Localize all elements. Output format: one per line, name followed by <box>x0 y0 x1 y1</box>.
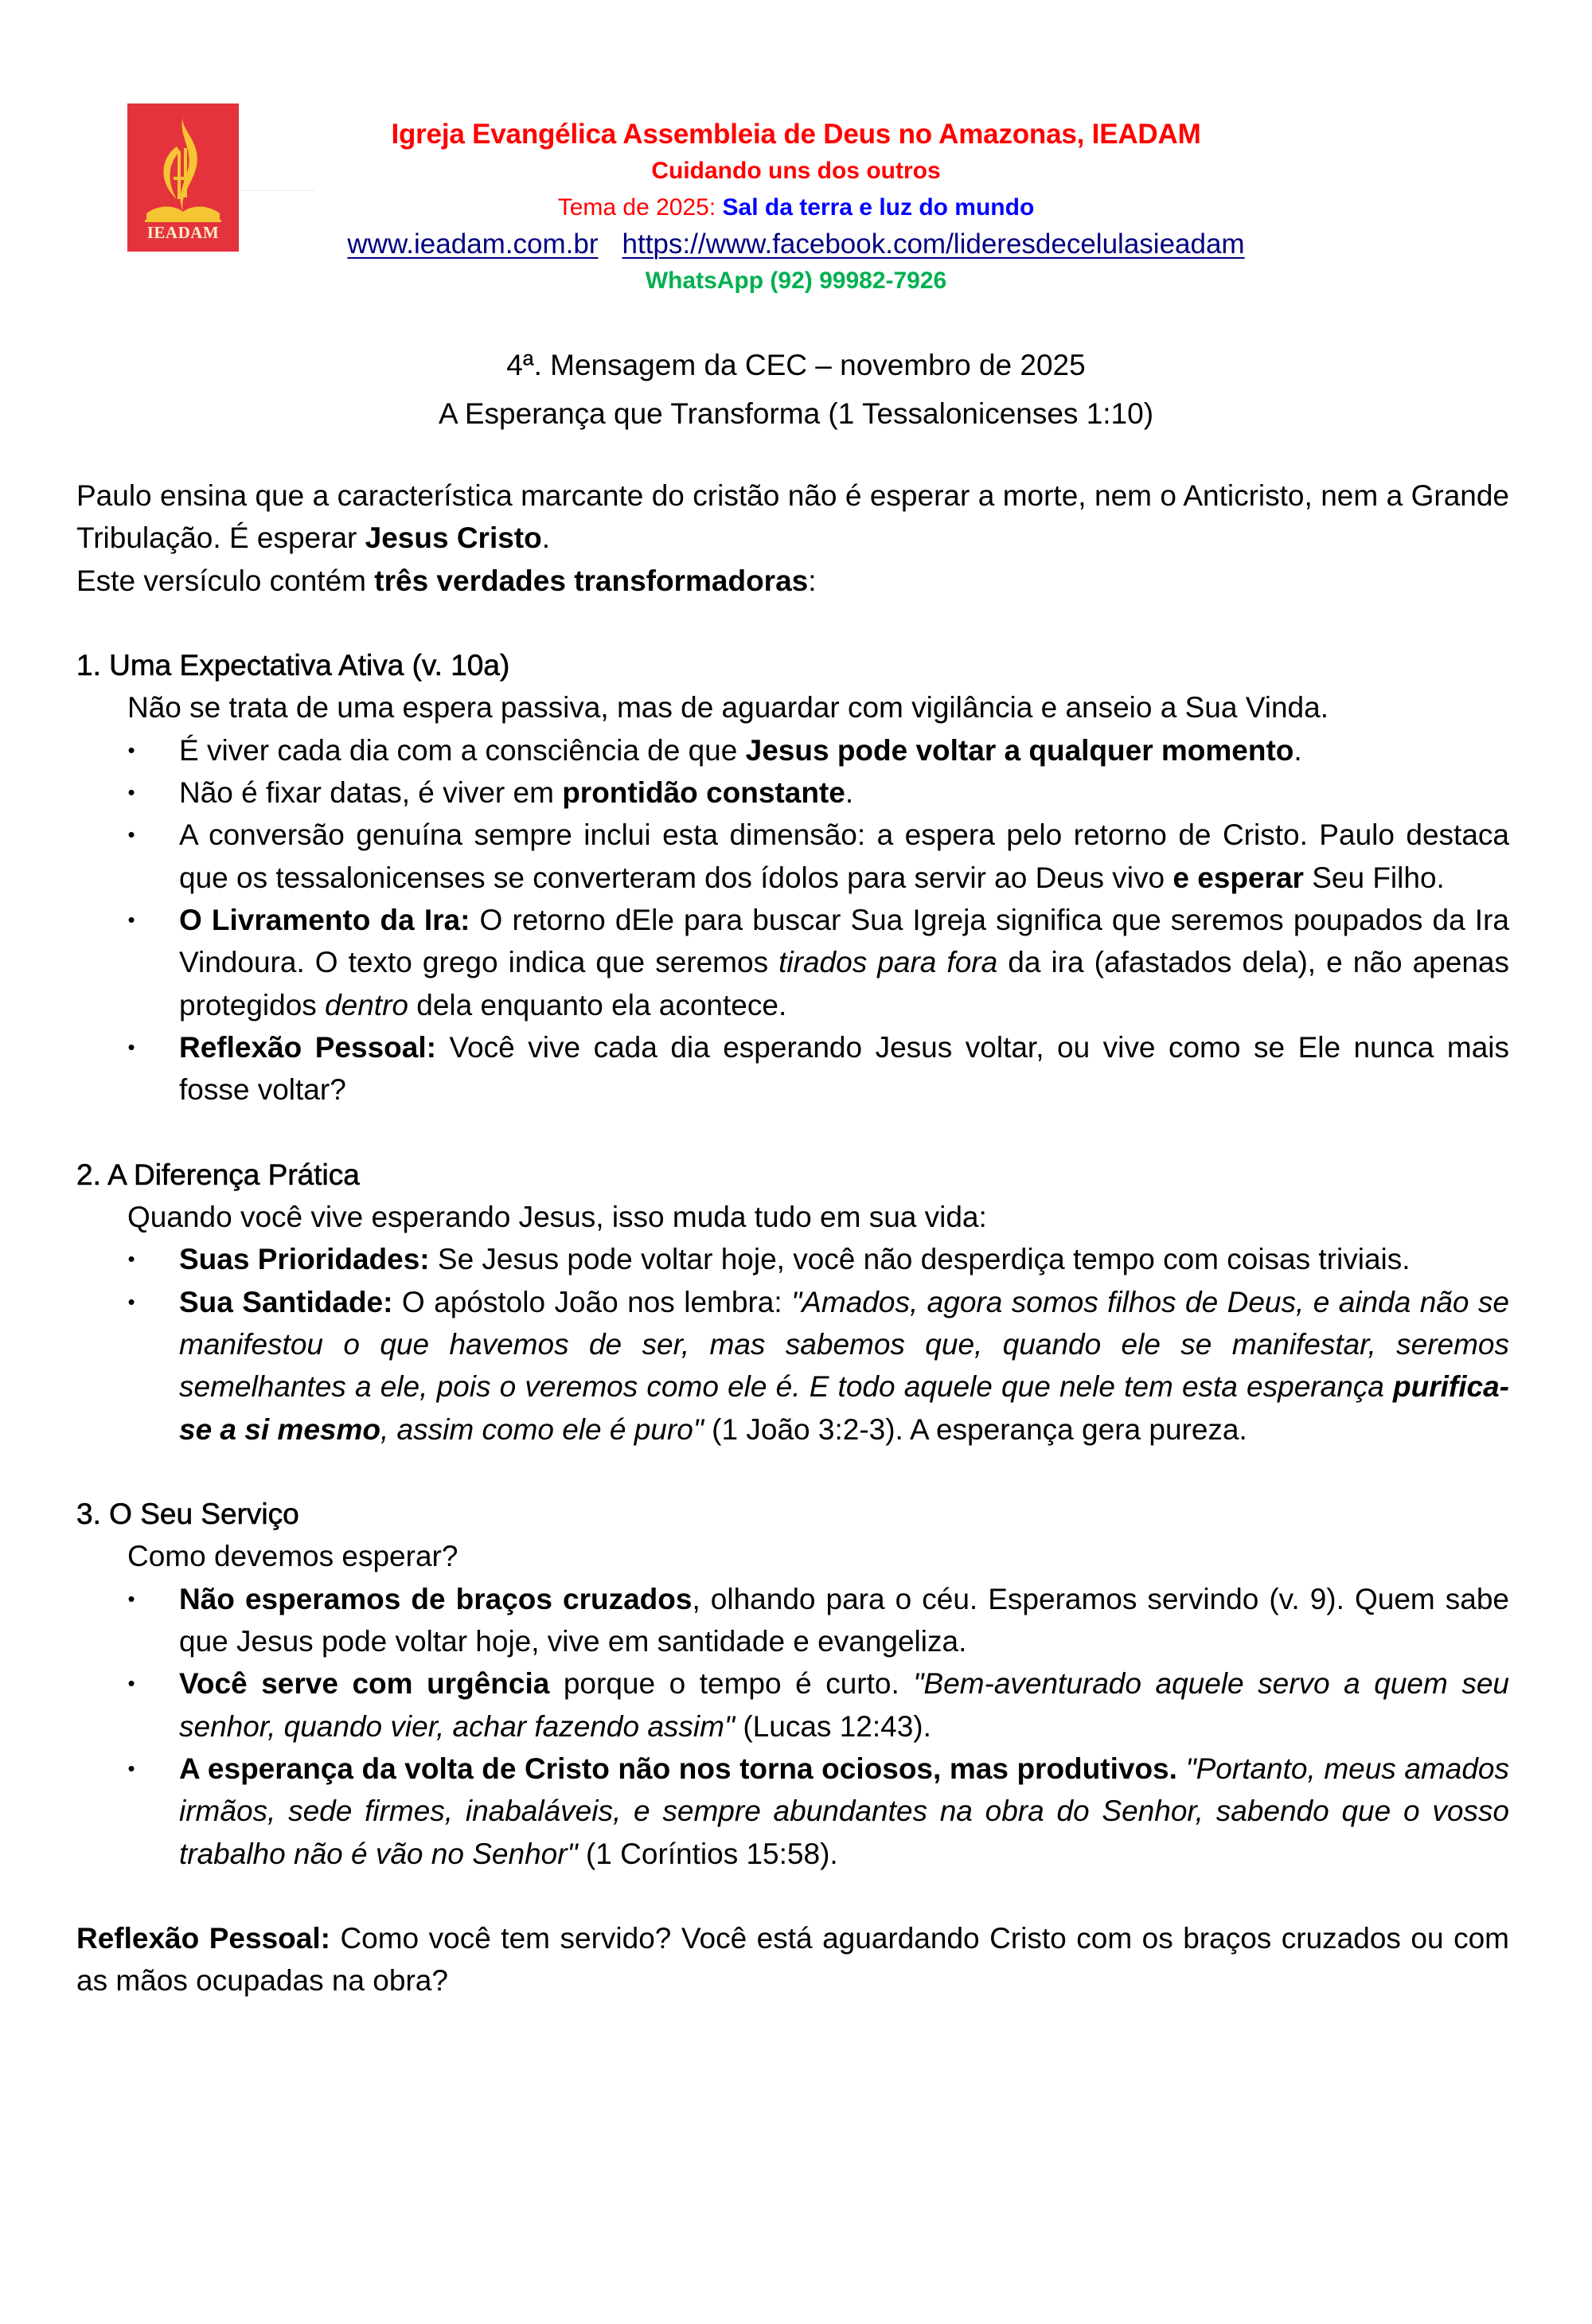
message-title: 4ª. Mensagem da CEC – novembro de 2025 <box>506 349 1086 381</box>
bullet-icon: • <box>127 1671 135 1696</box>
spacer <box>76 1111 1509 1153</box>
emphasis-text: A esperança da volta de Cristo não nos torna ociosos, mas produtivos. <box>179 1752 1177 1785</box>
text-run: Se Jesus pode voltar hoje, você não desperdiça tempo com coisas triviais. <box>429 1243 1411 1276</box>
quoted-text: , assim como ele é puro" <box>380 1412 704 1446</box>
list-item-text <box>179 1243 1411 1275</box>
emphasis-text: Sua Santidade: <box>179 1285 393 1318</box>
text-run: . <box>845 776 854 810</box>
list-item-text <box>179 1583 1509 1658</box>
section-lead: Não se trata de uma espera passiva, mas de aguardar com vigilância e anseio a Sua Vinda. <box>127 691 1329 725</box>
closing-reflection <box>76 1917 1509 2002</box>
list-item <box>76 1578 1509 1663</box>
section-lead: Quando você vive esperando Jesus, isso muda tudo em sua vida: <box>127 1201 987 1234</box>
list-item-text <box>179 734 1302 767</box>
section-lead: Como devemos esperar? <box>127 1540 458 1573</box>
list-item <box>76 814 1509 899</box>
text-run: Não é fixar datas, é viver em <box>179 776 563 810</box>
bullet-icon: • <box>127 780 135 805</box>
section-heading: 2. A Diferença Prática <box>76 1158 360 1191</box>
bullet-icon: • <box>127 737 135 762</box>
section-2 <box>76 1154 1509 1451</box>
bullet-icon: • <box>127 1756 135 1780</box>
bullet-icon: • <box>127 1247 135 1271</box>
list-item <box>76 1748 1509 1875</box>
list-item <box>76 899 1509 1026</box>
section-heading: 1. Uma Expectativa Ativa (v. 10a) <box>76 649 510 682</box>
bullet-icon: • <box>127 1289 135 1314</box>
bullet-icon: • <box>127 1586 135 1611</box>
list-item <box>76 1238 1509 1280</box>
text-run: O apóstolo João nos lembra: <box>392 1285 792 1318</box>
list-item <box>76 771 1509 814</box>
bullet-list <box>76 729 1509 1111</box>
emphasis-text: Jesus pode voltar a qualquer momento <box>745 733 1294 767</box>
links-line <box>239 226 1353 263</box>
church-motto: Cuidando uns dos outros <box>651 158 941 184</box>
quoted-text: tirados para fora <box>778 946 998 979</box>
spacer <box>76 1451 1509 1493</box>
text-run: A conversão genuína sempre inclui esta dimensão: a espera pelo retorno de Cristo. Paulo destaca que os tessalonicenses se converteram dos ídolos para servir ao Deus vivo <box>179 818 1509 894</box>
list-item <box>76 1026 1509 1111</box>
emphasis-text: três verdades transformadoras <box>374 564 809 597</box>
intro-paragraph <box>76 475 1509 560</box>
list-item-text <box>179 904 1509 1021</box>
text-run: . <box>541 521 551 555</box>
church-header <box>239 116 1353 299</box>
message-subtitle: A Esperança que Transforma (1 Tessalonicenses 1:10) <box>438 397 1154 430</box>
bullet-list <box>76 1578 1509 1875</box>
quoted-text: dentro <box>325 988 408 1021</box>
whatsapp-contact: WhatsApp (92) 99982-7926 <box>645 268 947 294</box>
list-item <box>76 1281 1509 1451</box>
bullet-icon: • <box>127 822 135 847</box>
text-run: porque o tempo é curto. <box>549 1667 914 1701</box>
website-link[interactable]: www.ieadam.com.br <box>347 228 599 260</box>
document-title <box>0 341 1592 438</box>
text-run: , olhando para o céu. Esperamos servindo (v. 9). Quem sabe que Jesus pode voltar hoje, vive em santidade e evangeliza. <box>179 1582 1510 1658</box>
list-item <box>76 1662 1509 1748</box>
emphasis-text: purifica-se a si mesmo <box>179 1370 1509 1446</box>
text-run: : <box>808 564 817 597</box>
list-item-text <box>179 1752 1509 1870</box>
text-run: . <box>1294 733 1302 767</box>
theme-label: Tema de 2025: <box>557 194 716 221</box>
section-1 <box>76 644 1509 1111</box>
emphasis-text: Jesus Cristo <box>365 521 542 555</box>
list-item-text <box>179 1031 1509 1106</box>
emphasis-text: Suas Prioridades: <box>179 1243 430 1276</box>
text-run: É viver cada dia com a consciência de que <box>179 733 746 767</box>
text-run: (Lucas 12:43). <box>735 1709 931 1743</box>
text-run: (1 João 3:2-3). A esperança gera pureza. <box>703 1412 1247 1446</box>
theme-line <box>239 189 1353 226</box>
emphasis-text: O Livramento da Ira: <box>179 903 470 936</box>
spacer <box>76 602 1509 644</box>
text-run: (1 Coríntios 15:58). <box>577 1837 838 1870</box>
text-run: da ira (afastados dela), e não apenas protegidos <box>179 946 1509 1021</box>
flame-bible-emblem-icon <box>127 104 239 223</box>
logo-text: IEADAM <box>146 223 220 242</box>
bullet-icon: • <box>127 907 135 932</box>
facebook-link[interactable]: https://www.facebook.com/lideresdecelulasieadam <box>622 228 1245 260</box>
list-item-text <box>179 776 853 809</box>
quoted-text: "Amados, agora somos filhos de Deus, e ainda não se manifestou o que havemos de ser, mas sabemos que, quando ele se manifestar, seremos semelhantes a ele, pois o veremos como ele é. E todo aquele que nele tem esta esperança <box>179 1285 1509 1404</box>
emphasis-text: prontidão constante <box>562 776 845 810</box>
theme-value: Sal da terra e luz do mundo <box>722 194 1035 221</box>
emphasis-text: Não esperamos de braços cruzados <box>179 1582 693 1615</box>
text-run: O retorno dEle para buscar Sua Igreja significa que seremos poupados da Ira Vindoura. O texto grego indica que seremos <box>179 903 1509 979</box>
church-name: Igreja Evangélica Assembleia de Deus no Amazonas, IEADAM <box>391 119 1201 150</box>
list-item-text <box>179 1667 1509 1742</box>
list-item <box>76 729 1509 771</box>
spacer <box>76 1875 1509 1917</box>
text-run: Paulo ensina que a característica marcante do cristão não é esperar a morte, nem o Anticristo, nem a Grande Tribulação. É esperar <box>76 479 1509 555</box>
section-3 <box>76 1493 1509 1875</box>
text-run: Você vive cada dia esperando Jesus voltar, ou vive como se Ele nunca mais fosse voltar? <box>179 1030 1509 1107</box>
text-run: Este versículo contém <box>76 564 375 597</box>
text-run: Seu Filho. <box>1303 861 1445 894</box>
text-run <box>1177 1752 1186 1785</box>
quoted-text: "Portanto, meus amados irmãos, sede firmes, inabaláveis, e sempre abundantes na obra do Senhor, sabendo que o vosso trabalho não é vão no Senhor" <box>179 1752 1510 1870</box>
bullet-icon: • <box>127 1034 135 1059</box>
intro-statement <box>76 560 1509 602</box>
text-run: dela enquanto ela acontece. <box>408 988 787 1021</box>
section-heading: 3. O Seu Serviço <box>76 1498 299 1531</box>
list-item-text <box>179 818 1509 893</box>
emphasis-text: Você serve com urgência <box>179 1667 550 1701</box>
quoted-text: "Bem-aventurado aquele servo a quem seu senhor, quando vier, achar fazendo assim" <box>179 1667 1510 1743</box>
ieadam-logo <box>127 104 239 252</box>
text-run: Como você tem servido? Você está aguardando Cristo com os braços cruzados ou com as mãos ocupadas na obra? <box>76 1922 1509 1998</box>
emphasis-text: e esperar <box>1173 861 1304 894</box>
document-body <box>76 475 1509 2002</box>
list-item-text <box>179 1286 1509 1446</box>
emphasis-text: Reflexão Pessoal: <box>76 1922 330 1955</box>
bullet-list <box>76 1238 1509 1450</box>
emphasis-text: Reflexão Pessoal: <box>179 1030 436 1064</box>
